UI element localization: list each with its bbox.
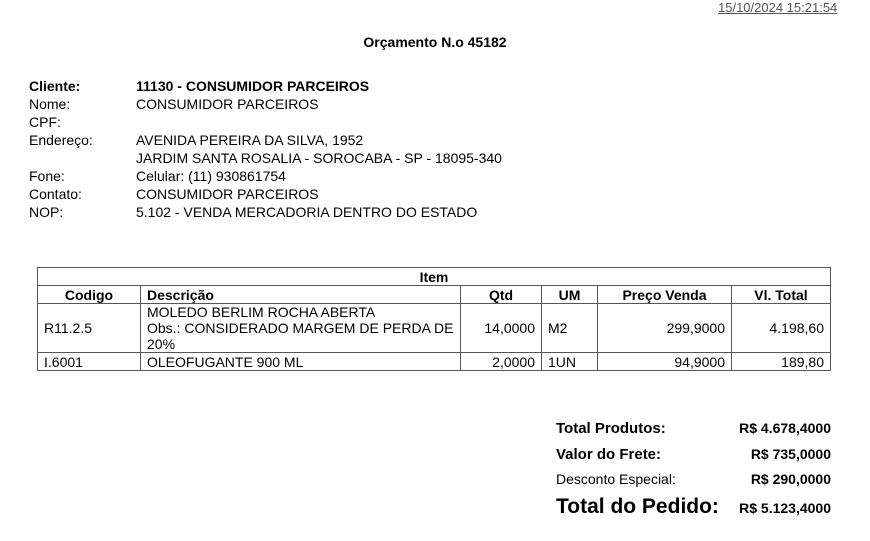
- field-value: 5.102 - VENDA MERCADORIA DENTRO DO ESTADO: [136, 204, 478, 220]
- field-label: Endereço:: [29, 132, 93, 148]
- total-label: Valor do Frete:: [556, 446, 662, 463]
- observation-text: Obs.: CONSIDERADO MARGEM DE PERDA DE 20%: [147, 320, 454, 352]
- cell-code: I.6001: [38, 353, 141, 371]
- total-label: Desconto Especial:: [556, 471, 676, 487]
- cell-price: 299,9000: [598, 304, 732, 353]
- field-label: CPF:: [29, 114, 61, 130]
- col-header: UM: [542, 286, 598, 304]
- field-label: Fone:: [29, 168, 65, 184]
- total-label: Total Produtos:: [556, 420, 666, 437]
- special-discount: [556, 471, 831, 487]
- cell-total: 189,80: [732, 353, 831, 371]
- cell-description: [141, 304, 461, 353]
- client-label: Cliente:: [29, 78, 81, 94]
- client-value: 11130 - CONSUMIDOR PARCEIROS: [136, 78, 370, 94]
- client-info: [29, 77, 502, 221]
- cell-code: R11.2.5: [38, 304, 141, 353]
- cell-um: 1UN: [542, 353, 598, 371]
- table-row: [38, 353, 831, 371]
- table-caption: Item: [38, 268, 831, 286]
- field-label: [29, 149, 136, 167]
- total-value: R$ 5.123,4000: [739, 500, 831, 516]
- field-label: Nome:: [29, 96, 71, 112]
- field-value: JARDIM SANTA ROSALIA - SOROCABA - SP - 18095-340: [136, 150, 502, 166]
- field-value: AVENIDA PEREIRA DA SILVA, 1952: [136, 132, 364, 148]
- field-label: Contato:: [29, 186, 82, 202]
- cell-total: 4.198,60: [732, 304, 831, 353]
- col-header: Codigo: [38, 286, 141, 304]
- total-value: R$ 290,0000: [750, 471, 831, 487]
- total-products: [556, 420, 831, 437]
- cell-qty: 14,0000: [461, 304, 542, 353]
- cell-price: 94,9000: [598, 353, 732, 371]
- field-value: Celular: (11) 930861754: [136, 168, 286, 184]
- freight: [556, 446, 831, 463]
- cell-qty: 2,0000: [461, 353, 542, 371]
- total-label: Total do Pedido:: [556, 495, 719, 518]
- cell-description: OLEOFUGANTE 900 ML: [141, 353, 461, 371]
- items-table: [37, 267, 831, 371]
- total-value: R$ 735,0000: [750, 446, 831, 462]
- field-value: CONSUMIDOR PARCEIROS: [136, 96, 319, 112]
- table-row: [38, 304, 831, 353]
- order-total: [556, 495, 831, 519]
- page-title: Orçamento N.o 45182: [363, 34, 507, 50]
- col-header: Vl. Total: [732, 286, 831, 304]
- col-header: Qtd: [461, 286, 542, 304]
- col-header: Descrição: [141, 286, 461, 304]
- col-header: Preço Venda: [598, 286, 732, 304]
- description-text: MOLEDO BERLIM ROCHA ABERTA: [147, 304, 376, 320]
- field-label: NOP:: [29, 204, 64, 220]
- cell-um: M2: [542, 304, 598, 353]
- timestamp: 15/10/2024 15:21:54: [718, 0, 838, 15]
- field-value: CONSUMIDOR PARCEIROS: [136, 186, 319, 202]
- total-value: R$ 4.678,4000: [739, 420, 831, 436]
